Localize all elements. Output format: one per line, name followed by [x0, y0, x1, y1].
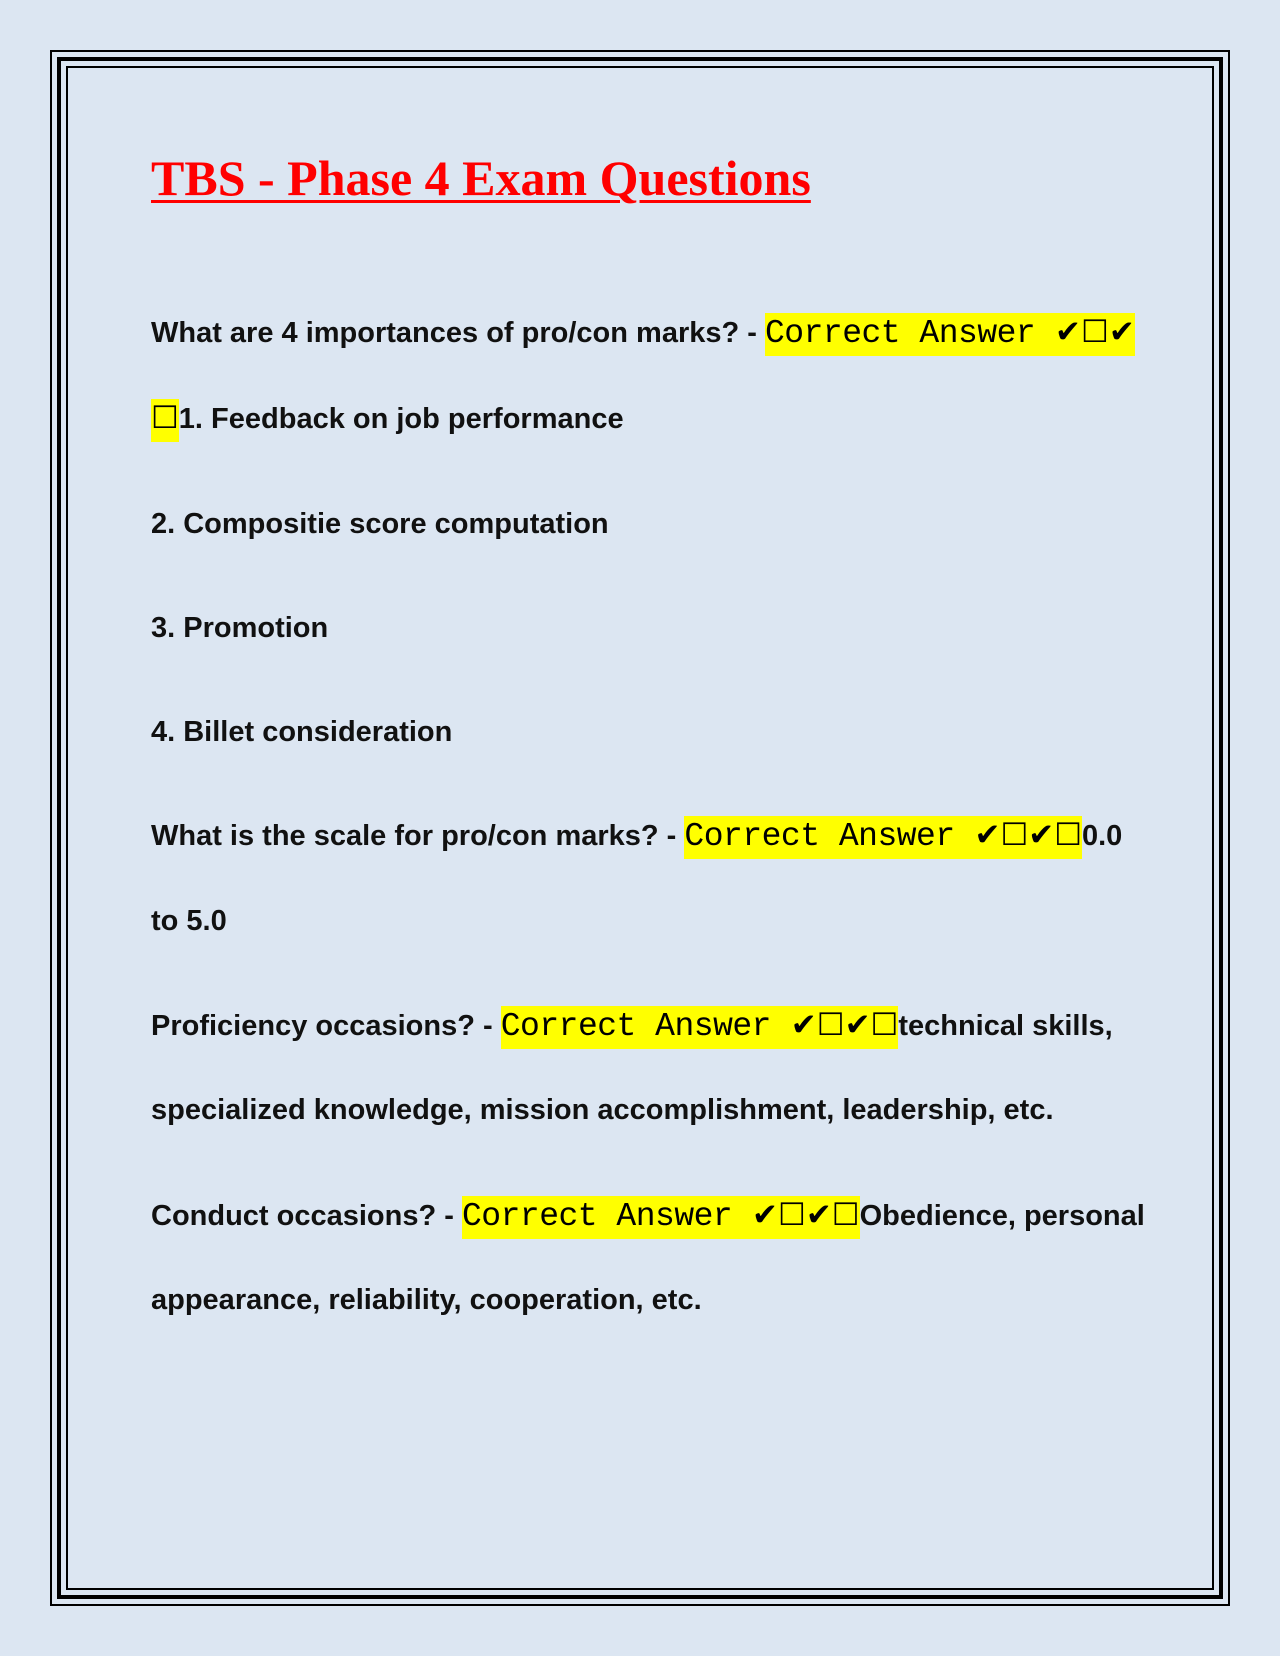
answer-2-text: 0.0: [1082, 820, 1123, 852]
page-title: TBS - Phase 4 Exam Questions: [151, 150, 811, 206]
answer-check-marks: ✔☐✔☐: [752, 1197, 860, 1233]
answer-2-continued: to 5.0: [151, 905, 227, 937]
correct-answer-highlight: [684, 816, 1082, 859]
answer-4-continued: appearance, reliability, cooperation, etc.: [151, 1284, 702, 1316]
question-4-text: Conduct occasions? -: [151, 1200, 462, 1232]
question-1-text: What are 4 importances of pro/con marks? -: [151, 317, 765, 349]
answer-check-marks: ✔☐✔☐: [790, 1007, 899, 1043]
correct-answer-highlight: [501, 1006, 899, 1049]
question-2-text: What is the scale for pro/con marks? -: [151, 820, 685, 852]
correct-answer-highlight: [462, 1196, 860, 1239]
answer-1-item-3: 3. Promotion: [151, 612, 329, 644]
correct-answer-highlight: [765, 313, 1135, 356]
answer-3-continued: specialized knowledge, mission accomplishment, leadership, etc.: [151, 1094, 1054, 1126]
answer-1-item-1: 1. Feedback on job performance: [178, 403, 624, 435]
question-3: [151, 1003, 1113, 1049]
correct-answer-highlight-continued: [151, 399, 179, 442]
answer-1-item-2: 2. Compositie score computation: [151, 508, 609, 540]
question-2: [151, 813, 1122, 859]
answer-check-marks: ✔☐✔: [1055, 314, 1135, 350]
correct-answer-label: Correct Answer: [500, 1008, 771, 1045]
correct-answer-label: Correct Answer: [764, 315, 1036, 352]
question-3-text: Proficiency occasions? -: [151, 1010, 501, 1042]
answer-1-line-1: [151, 396, 624, 442]
answer-3-text: technical skills,: [898, 1010, 1113, 1042]
correct-answer-label: Correct Answer: [684, 818, 955, 855]
answer-box-mark: ☐: [151, 400, 179, 436]
answer-4-text: Obedience, personal: [859, 1200, 1145, 1232]
correct-answer-label: Correct Answer: [461, 1198, 733, 1235]
question-1: [151, 310, 1135, 356]
question-4: [151, 1193, 1145, 1239]
answer-check-marks: ✔☐✔☐: [974, 817, 1082, 853]
answer-1-item-4: 4. Billet consideration: [151, 716, 453, 748]
